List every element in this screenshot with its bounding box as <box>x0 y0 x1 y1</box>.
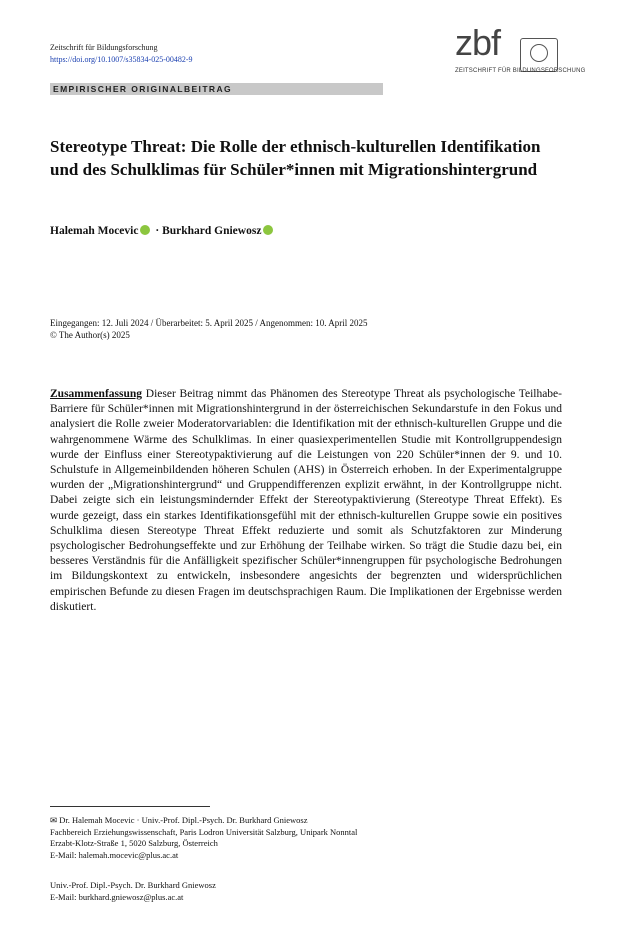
author-separator: · <box>152 225 163 237</box>
footnote-line: Univ.-Prof. Dipl.-Psych. Dr. Burkhard Gniewosz <box>50 880 216 890</box>
orcid-icon[interactable] <box>140 225 150 235</box>
abstract <box>50 387 562 615</box>
journal-subtitle: ZEITSCHRIFT FÜR BILDUNGSFORSCHUNG <box>455 68 586 74</box>
submission-dates <box>50 317 367 341</box>
author-name[interactable]: Burkhard Gniewosz <box>162 225 262 237</box>
author-list <box>50 225 275 237</box>
email-link[interactable]: E-Mail: halemah.mocevic@plus.ac.at <box>50 849 179 860</box>
doi-link[interactable]: https://doi.org/10.1007/s35834-025-00482-9 <box>50 55 193 64</box>
orcid-icon[interactable] <box>263 225 273 235</box>
affiliation-footnote <box>50 815 357 861</box>
footnote-line: ✉ Dr. Halemah Mocevic · Univ.-Prof. Dipl.-Psych. Dr. Burkhard Gniewosz <box>50 815 308 825</box>
journal-name: Zeitschrift für Bildungsforschung <box>50 43 158 52</box>
publisher-seal-icon <box>520 38 558 72</box>
abstract-label: Zusammenfassung <box>50 388 143 400</box>
email-link[interactable]: E-Mail: burkhard.gniewosz@plus.ac.at <box>50 891 184 902</box>
copyright: © The Author(s) 2025 <box>50 330 130 340</box>
abstract-text: Dieser Beitrag nimmt das Phänomen des Stereotype Threat als psychologische Teilhabe-Barriere für Schüler*innen mit Migrationshintergrund in der österreichischen Sekundarstufe in den Fokus und analysiert die Rolle zweier Moderatorvariablen: die Identifikation mit der ethnisch-kulturellen Gruppe und die wahrgenommene Wärme des Schulklimas. In einer quasiexperimentellen Studie mit Kontrollgruppendesign wurde der Einfluss einer Stereotypaktivierung auf die Leistungen von 220 Schüler*innen der 9. und 10. Schulstufe in Allgemeinbildenden höheren Schulen (AHS) in Österreich erhoben. In der Experimentalgruppe wurden der „Migrationshintergrund“ und Gruppendifferenzen explizit erwähnt, in der Kontrollgruppe nicht. Dabei zeigte sich ein leistungsmindernder Effekt der Stereotypaktivierung (Stereotype Threat Effekt). Es wurde gezeigt, dass ein starkes Identifikationsgefühl mit der ethnisch-kulturellen Gruppe sowie ein positives Schulklima diesen Stereotype Threat Effekt reduzierte und somit als Schutzfaktoren zur Minderung psychologischer Bedrohungseffekte und zur Erhöhung der Teilhabe wirken. So trägt die Studie dazu bei, ein besseres Verständnis für die Anfälligkeit spezifischer Schüler*innengruppen für psychologische Bedrohungen im Bildungskontext zu entwickeln, insbesondere angesichts der begrenzten und widersprüchlichen empirischen Befunde zu diesen Fragen im deutschsprachigen Raum. Die Implikationen der Ergebnisse werden diskutiert. <box>50 388 562 613</box>
footnote-divider <box>50 806 210 807</box>
footnote-line: Erzabt-Klotz-Straße 1, 5020 Salzburg, Österreich <box>50 838 218 848</box>
article-type: EMPIRISCHER ORIGINALBEITRAG <box>53 84 233 94</box>
footnote-line: Fachbereich Erziehungswissenschaft, Paris Lodron Universität Salzburg, Unipark Nonntal <box>50 826 358 837</box>
article-title: Stereotype Threat: Die Rolle der ethnisch-kulturellen Identifikation und des Schulklimas für Schüler*innen mit Migrationshintergrund <box>50 137 541 179</box>
journal-logo: zbf <box>455 22 501 63</box>
author-name[interactable]: Halemah Mocevic <box>50 225 139 237</box>
date-history: Eingegangen: 12. Juli 2024 / Überarbeitet: 5. April 2025 / Angenommen: 10. April 2025 <box>50 318 368 328</box>
second-author-footnote <box>50 880 216 903</box>
